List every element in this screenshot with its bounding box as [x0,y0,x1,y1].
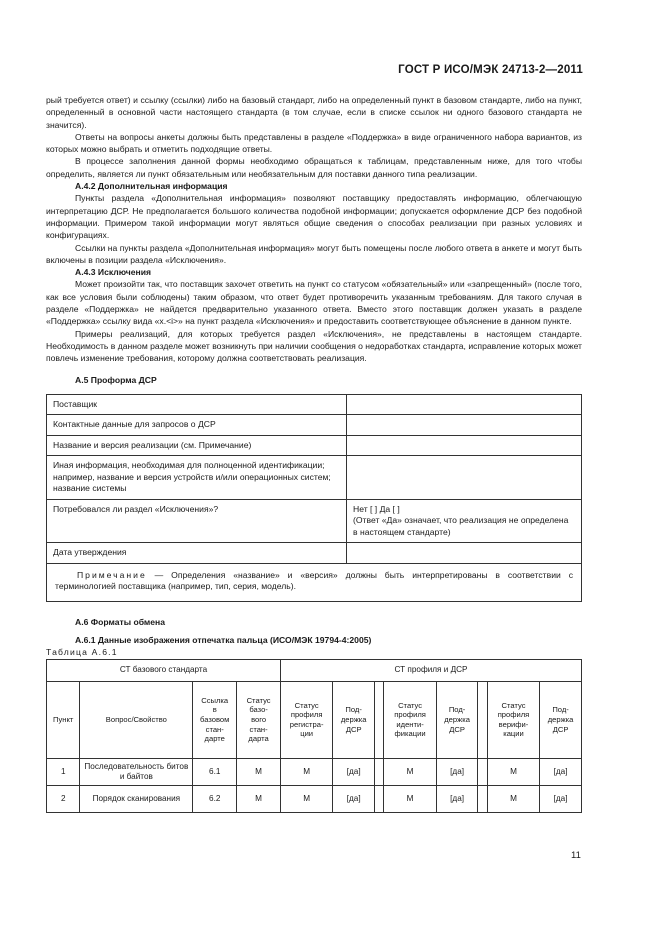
column-header: Вопрос/Свойство [80,681,193,758]
table-cell: М [281,758,333,785]
table-row [47,499,582,543]
section-heading-a43: А.4.3 Исключения [75,267,152,278]
table-group-header-row [47,659,582,681]
table-row [47,456,582,500]
column-header: Ссылка в базовом стан- дарте [193,681,237,758]
table-cell: Порядок сканирования [80,785,193,812]
note-text: — Определения «название» и «версия» должны быть интерпретированы в соответствии с терминологией поставщика (например, тип, серия, модель). [55,569,573,592]
table-cell: Последовательность битов и байтов [80,758,193,785]
table-cell: Нет [ ] Да [ ] (Ответ «Да» означает, что реализация не определена в настоящем стандарте) [347,499,582,543]
separator-column [375,681,384,758]
table-cell: М [281,785,333,812]
paragraph: Ответы на вопросы анкеты должны быть представлены в разделе «Поддержка» в виде ограниченного набора вариантов, из которых можно выбрать и отметить подходящие ответы. [46,131,582,155]
table-row [47,394,582,415]
section-heading-a5: А.5 Проформа ДСР [75,374,157,385]
group-header-profile: СТ профиля и ДСР [281,659,582,681]
table-cell [347,543,582,564]
table-row [47,543,582,564]
separator-column [478,681,487,758]
paragraph: Может произойти так, что поставщик захочет ответить на пункт со статусом «обязательный» или «запрещенный» (после того, как все условия были соблюдены) таким образом, что ответ будет противоречить указанным требованиям. Для такого случая в разделе «Поддержка» не найдется предварительно указанного ответа. Вместо этого поставщик должен указать в разделе «Поддержка» ссылку вида «х.<i>» на пункт раздела «Исключения» и предоставить соответствующее объяснение в данном пункте. [46,279,582,327]
table-cell: 1 [47,758,80,785]
table-cell [347,394,582,415]
table-cell [347,435,582,456]
table-cell: 2 [47,785,80,812]
table-cell: М [487,758,539,785]
group-header-base: СТ базового стандарта [47,659,281,681]
page-content [46,94,582,813]
table-cell: М [384,758,436,785]
table-cell: Контактные данные для запросов о ДСР [47,415,347,436]
column-header: Под- держка ДСР [540,681,582,758]
paragraph: Пункты раздела «Дополнительная информация» позволяют поставщику предоставлять информацию, облегчающую интерпретацию ДСР. Не предполагается большого количества подобной информации; допускается оформление ДСР без подобной информации. Примером такой информации могут являться общие сведения о способах реализации при разных условиях и конфигурациях. [46,193,582,241]
table-cell: М [237,758,281,785]
table-row [47,415,582,436]
table-cell: М [487,785,539,812]
paragraph: В процессе заполнения данной формы необходимо обращаться к таблицам, представленным ниже, для того чтобы определить, является ли пункт обязательным или необязательным для поставки данного типа реализации. [46,156,582,179]
table-row [47,563,582,601]
table-caption: Таблица А.6.1 [46,647,118,658]
document-code: ГОСТ Р ИСО/МЭК 24713-2—2011 [398,64,583,76]
table-cell: [да] [333,785,375,812]
table-cell: Иная информация, необходимая для полноценной идентификации; например, название и версия устройств и/или операционных систем; название системы [47,456,347,500]
separator-column [375,758,384,785]
page-number: 11 [571,850,581,861]
note-label: Примечание [77,569,147,580]
table-cell: Название и версия реализации (см. Примечание) [47,435,347,456]
column-header: Под- держка ДСР [436,681,478,758]
table-cell: [да] [436,785,478,812]
separator-column [478,758,487,785]
separator-column [478,785,487,812]
section-heading-a6: А.6 Форматы обмена [75,616,165,627]
column-header: Статус профиля регистра- ции [281,681,333,758]
column-header: Под- держка ДСР [333,681,375,758]
table-header-row [47,681,582,758]
table-cell: М [384,785,436,812]
section-heading-a42: А.4.2 Дополнительная информация [75,181,228,192]
table-cell: Дата утверждения [47,543,347,564]
table-row [47,785,582,812]
section-heading-a61: А.6.1 Данные изображения отпечатка пальца (ИСО/МЭК 19794-4:2005) [75,635,372,646]
table-cell: М [237,785,281,812]
paragraph: Примеры реализаций, для которых требуется раздел «Исключения», не представлены в настоящем стандарте. Необходимость в данном разделе может возникнуть при наличии сообщения о недоработках стандарта, исправление которых может повлечь изменение требования, которому должна соответствовать реализация. [46,328,582,364]
paragraph: Ссылки на пункты раздела «Дополнительная информация» могут быть помещены после любого ответа в анкете и могут быть включены в позиции раздела «Исключения». [46,242,582,265]
table-row [47,758,582,785]
proforma-table [46,394,582,602]
table-a61 [46,659,582,813]
table-cell: Поставщик [47,394,347,415]
proforma-note [47,563,582,601]
column-header: Статус профиля иденти- фикации [384,681,436,758]
table-cell: Потребовался ли раздел «Исключения»? [47,499,347,543]
column-header: Пункт [47,681,80,758]
table-cell: [да] [333,758,375,785]
paragraph: рый требуется ответ) и ссылку (ссылки) либо на базовый стандарт, либо на определенный пункт в базовом стандарте, либо на пункт, определенный в основной части настоящего стандарта (в том случае, если в списке ссылок ни одного базового стандарта не значится). [46,95,582,130]
table-cell: 6.1 [193,758,237,785]
column-header: Статус профиля верифи- кации [487,681,539,758]
table-cell: [да] [540,758,582,785]
column-header: Статус базо- вого стан- дарта [237,681,281,758]
table-cell [347,415,582,436]
table-cell [347,456,582,500]
separator-column [375,785,384,812]
table-row [47,435,582,456]
table-cell: [да] [436,758,478,785]
table-cell: [да] [540,785,582,812]
table-cell: 6.2 [193,785,237,812]
